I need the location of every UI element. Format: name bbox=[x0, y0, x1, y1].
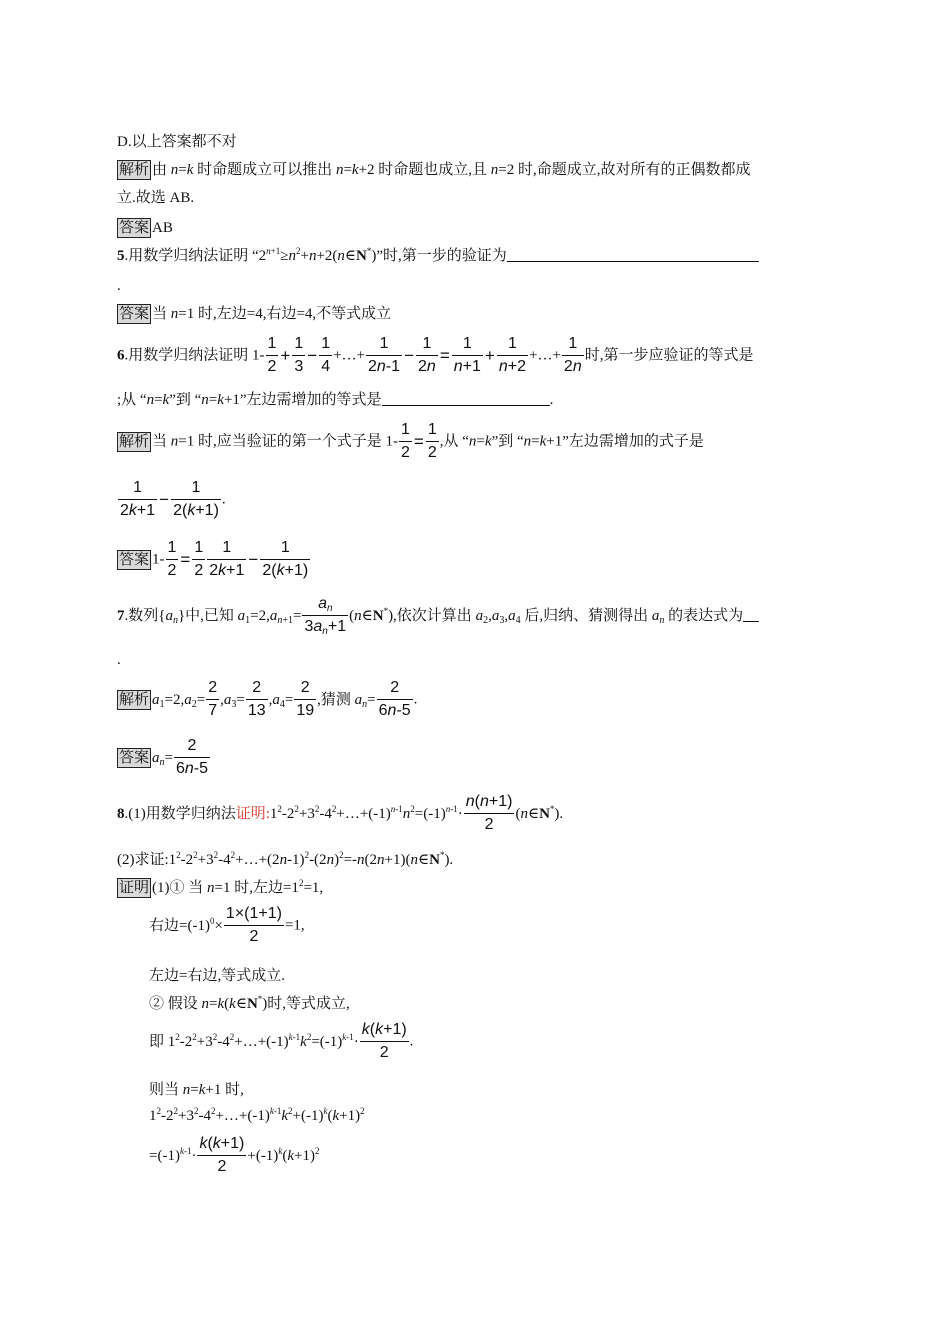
analysis-label: 解析 bbox=[119, 433, 150, 450]
answer-label: 答案 bbox=[119, 551, 150, 568]
q8-proof-step7: $1^2-2^2+3^2-4^2+\dots+(-1)^{k-1}k^2+(-1)^k(k+1)^2$ bbox=[149, 1106, 365, 1124]
answer-label: 答案 bbox=[119, 220, 150, 236]
q7-stem: 7.数列$\{a_n\}$中,已知 $a_1=2,a_{n+1}=$ $\frac{a_n}{3a_n+1}$ (n∈N*),依次计算出 $a_2,a_3,a_4$ 后,归纳、猜测得出 $a_n$ 的表达式为 bbox=[117, 592, 759, 639]
proof-red-label: 证明: bbox=[235, 805, 270, 822]
answer-label: 答案 bbox=[119, 306, 150, 322]
q6-stem: 6.用数学归纳法证明 1- $\frac{1}{2}$ + $\frac{1}{3}$ − $\frac{1}{4}$ +…+ $\frac{1}{2n-1}$ − $\frac{1}{2n}$ = $\frac{1}{n+1}$ + $\frac{1}{n+2}$ +…+ $\frac{1}{2n}$ 时,第一步应验证的等式是 bbox=[117, 332, 754, 379]
q4-analysis: 解析 由 n=k 时命题成立可以推出 n=k+2 时命题也成立,且 n=2 时,命题成立,故对所有的正偶数都成 bbox=[119, 162, 751, 178]
q4-analysis-cont: 立.故选 AB. bbox=[117, 190, 195, 206]
q8-proof-step3: 左边=右边,等式成立. bbox=[149, 968, 285, 984]
q5-stem: 5.用数学归纳法证明 “$2^{n+1}\ge n^2+n+2(n\in N^*)$”时,第一步的验证为 bbox=[117, 246, 759, 266]
q8-proof-step4: ② 假设 n=k(k∈N*)时,等式成立, bbox=[149, 994, 350, 1012]
option-d: D.以上答案都不对 bbox=[117, 134, 237, 150]
q6-stem-line2: ;从 “n=k”到 “n=k+1”左边需增加的等式是 . bbox=[117, 392, 554, 408]
q5-blank[interactable] bbox=[507, 246, 759, 262]
q8-part2: (2)求证$:1^2-2^2+3^2-4^2+\dots+(2n-1)^2-(2n)^2=-n(2n+1)(n\in N^*)$. bbox=[117, 850, 454, 868]
q8-proof-step6: 则当 n=k+1 时, bbox=[149, 1082, 244, 1098]
q8-part1: 8.(1)用数学归纳法证明$:1^2-2^2+3^2-4^2+\dots+(-1)^{n-1}n^2=(-1)^{n-1}\cdot$ $\frac{n(n+1)}{2}$ (n∈N*). bbox=[117, 790, 563, 837]
q7-blank[interactable] bbox=[743, 606, 759, 622]
analysis-label: 解析 bbox=[119, 162, 150, 178]
answer-label: 答案 bbox=[119, 749, 150, 766]
q4-answer-value: AB bbox=[152, 220, 173, 236]
q4-answer bbox=[117, 218, 173, 238]
q5-answer: 答案 当 n=1 时,左边=4,右边=4,不等式成立 bbox=[119, 306, 392, 322]
q7-answer: 答案 $a_n=$ $\frac{2}{6n-5}$ bbox=[117, 734, 211, 781]
q5-period: . bbox=[117, 278, 121, 294]
q6-analysis-expr: $\frac{1}{2k+1}$ − $\frac{1}{2(k+1)}$ . bbox=[117, 476, 226, 523]
q8-proof-step8: $=(-1)^{k-1}\cdot$ $\frac{k(k+1)}{2}$ $+(-1)^k(k+1)^2$ bbox=[149, 1132, 319, 1179]
q7-analysis: 解析 $a_1=2,a_2=$ $\frac{2}{7}$ $,a_3=$ $\frac{2}{13}$ $,a_4=$ $\frac{2}{19}$ ,猜测 $a_n=$ $\frac{2}{6n-5}$ . bbox=[117, 676, 417, 723]
proof-label: 证明 bbox=[119, 880, 150, 896]
analysis-label: 解析 bbox=[119, 691, 150, 708]
q8-proof-step1: 证明 (1)① 当 n=1 时,左边$=1^2=1$, bbox=[119, 878, 324, 896]
q8-proof-step2: 右边$=(-1)^0\times$ $\frac{1\times(1+1)}{2}$ =1, bbox=[149, 902, 305, 949]
q6-answer: 答案 1- $\frac{1}{2}$ = $\frac{1}{2}$ $\frac{1}{2k+1}$ − $\frac{1}{2(k+1)}$ bbox=[117, 536, 311, 583]
q8-proof-step5: 即 $1^2-2^2+3^2-4^2+\dots+(-1)^{k-1}k^2=(-1)^{k-1}\cdot$ $\frac{k(k+1)}{2}$ . bbox=[149, 1018, 413, 1065]
q7-period: . bbox=[117, 652, 121, 668]
q6-analysis: 解析 当 n=1 时,应当验证的第一个式子是 1- $\frac{1}{2}$ = $\frac{1}{2}$ ,从 “n=k”到 “n=k+1”左边需增加的式子是 bbox=[117, 418, 704, 465]
q6-blank[interactable] bbox=[382, 390, 550, 406]
